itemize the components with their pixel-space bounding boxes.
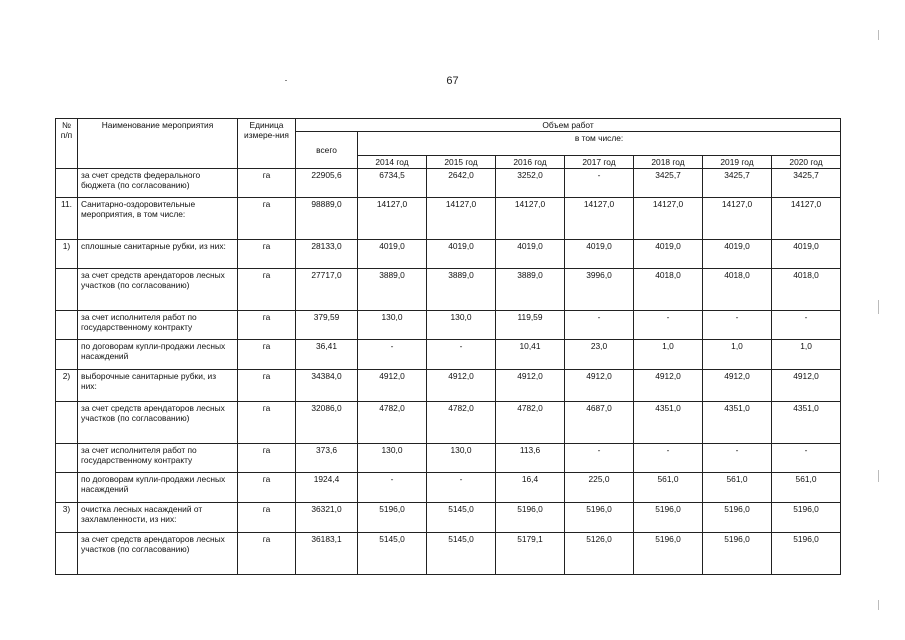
row-number [56, 533, 78, 575]
row-year-value: 16,4 [496, 473, 565, 503]
header-year: 2015 год [427, 156, 496, 169]
row-year-value: - [427, 473, 496, 503]
table-row [56, 269, 841, 311]
row-total: 1924,4 [296, 473, 358, 503]
row-year-value: 4912,0 [772, 370, 841, 402]
row-year-value: 561,0 [703, 473, 772, 503]
row-year-value: - [772, 444, 841, 473]
row-unit: га [238, 444, 296, 473]
header-volume: Объем работ [296, 119, 841, 132]
row-year-value: - [565, 311, 634, 340]
row-name: очистка лесных насаждений от захламленности, из них: [78, 503, 238, 533]
row-total: 98889,0 [296, 198, 358, 240]
row-year-value: 4782,0 [496, 402, 565, 444]
row-number: 11. [56, 198, 78, 240]
row-year-value: 5145,0 [358, 533, 427, 575]
row-year-value: 5126,0 [565, 533, 634, 575]
row-year-value: 4019,0 [703, 240, 772, 269]
row-year-value: 3425,7 [634, 169, 703, 198]
row-year-value: 5196,0 [703, 503, 772, 533]
row-year-value: 113,6 [496, 444, 565, 473]
table-row [56, 311, 841, 340]
table-row [56, 473, 841, 503]
row-year-value: 4019,0 [565, 240, 634, 269]
row-total: 32086,0 [296, 402, 358, 444]
row-year-value: 4018,0 [634, 269, 703, 311]
row-name: выборочные санитарные рубки, из них: [78, 370, 238, 402]
row-total: 36183,1 [296, 533, 358, 575]
row-unit: га [238, 198, 296, 240]
scan-speck [285, 80, 287, 81]
row-name: за счет средств федерального бюджета (по согласованию) [78, 169, 238, 198]
row-number [56, 444, 78, 473]
row-year-value: 14127,0 [358, 198, 427, 240]
row-year-value: 4351,0 [772, 402, 841, 444]
row-number [56, 169, 78, 198]
row-unit: га [238, 370, 296, 402]
table-row [56, 169, 841, 198]
row-name: Санитарно-оздоровительные мероприятия, в том числе: [78, 198, 238, 240]
row-year-value: 4351,0 [634, 402, 703, 444]
row-unit: га [238, 169, 296, 198]
row-year-value: 4019,0 [496, 240, 565, 269]
row-name: за счет средств арендаторов лесных участков (по согласованию) [78, 402, 238, 444]
header-including: в том числе: [358, 132, 841, 156]
table-row [56, 240, 841, 269]
row-number [56, 473, 78, 503]
row-year-value: 10,41 [496, 340, 565, 370]
row-year-value: 4687,0 [565, 402, 634, 444]
row-name: за счет исполнителя работ по государственному контракту [78, 311, 238, 340]
row-year-value: 14127,0 [703, 198, 772, 240]
row-year-value: 4018,0 [772, 269, 841, 311]
header-year: 2018 год [634, 156, 703, 169]
table-row [56, 444, 841, 473]
row-year-value: - [427, 340, 496, 370]
header-name: Наименование мероприятия [78, 119, 238, 169]
row-year-value: - [634, 444, 703, 473]
row-year-value: 14127,0 [427, 198, 496, 240]
scan-edge-mark [878, 300, 879, 314]
row-year-value: 119,59 [496, 311, 565, 340]
row-year-value: 14127,0 [634, 198, 703, 240]
scan-edge-mark [878, 30, 879, 40]
row-year-value: 1,0 [703, 340, 772, 370]
row-year-value: 5196,0 [772, 503, 841, 533]
row-year-value: 3996,0 [565, 269, 634, 311]
row-year-value: 3425,7 [772, 169, 841, 198]
row-year-value: 4019,0 [634, 240, 703, 269]
row-name: за счет средств арендаторов лесных участков (по согласованию) [78, 269, 238, 311]
row-year-value: 5179,1 [496, 533, 565, 575]
row-name: по договорам купли-продажи лесных насаждений [78, 473, 238, 503]
scan-edge-mark [878, 600, 879, 610]
work-volume-table [55, 118, 841, 575]
row-year-value: 4912,0 [703, 370, 772, 402]
row-unit: га [238, 269, 296, 311]
row-year-value: 4782,0 [427, 402, 496, 444]
row-total: 36,41 [296, 340, 358, 370]
row-year-value: 1,0 [772, 340, 841, 370]
row-year-value: 14127,0 [496, 198, 565, 240]
table-row [56, 402, 841, 444]
header-total: всего [296, 132, 358, 169]
row-year-value: 14127,0 [772, 198, 841, 240]
row-total: 373,6 [296, 444, 358, 473]
row-number: 3) [56, 503, 78, 533]
header-year: 2014 год [358, 156, 427, 169]
row-year-value: 4912,0 [496, 370, 565, 402]
row-year-value: - [565, 169, 634, 198]
row-year-value: 4019,0 [427, 240, 496, 269]
row-year-value: 4782,0 [358, 402, 427, 444]
row-number [56, 311, 78, 340]
header-num: № п/п [56, 119, 78, 169]
row-total: 28133,0 [296, 240, 358, 269]
row-year-value: 130,0 [427, 311, 496, 340]
row-year-value: 5145,0 [427, 503, 496, 533]
row-name: сплошные санитарные рубки, из них: [78, 240, 238, 269]
row-year-value: 2642,0 [427, 169, 496, 198]
row-unit: га [238, 402, 296, 444]
row-total: 27717,0 [296, 269, 358, 311]
row-year-value: 3889,0 [427, 269, 496, 311]
row-year-value: 3425,7 [703, 169, 772, 198]
row-unit: га [238, 240, 296, 269]
header-year: 2016 год [496, 156, 565, 169]
scan-edge-mark [878, 470, 879, 482]
row-year-value: 225,0 [565, 473, 634, 503]
table-row [56, 370, 841, 402]
row-year-value: 561,0 [772, 473, 841, 503]
row-name: по договорам купли-продажи лесных насаждений [78, 340, 238, 370]
row-year-value: - [358, 340, 427, 370]
table-row [56, 340, 841, 370]
row-year-value: - [703, 311, 772, 340]
header-unit: Единица измере-ния [238, 119, 296, 169]
row-unit: га [238, 473, 296, 503]
row-year-value: - [565, 444, 634, 473]
row-year-value: 6734,5 [358, 169, 427, 198]
table-row [56, 198, 841, 240]
row-year-value: 561,0 [634, 473, 703, 503]
row-year-value: 4018,0 [703, 269, 772, 311]
row-number [56, 402, 78, 444]
row-year-value: 5196,0 [565, 503, 634, 533]
row-number: 2) [56, 370, 78, 402]
row-number: 1) [56, 240, 78, 269]
row-year-value: 23,0 [565, 340, 634, 370]
row-year-value: 4351,0 [703, 402, 772, 444]
row-year-value: 130,0 [358, 311, 427, 340]
row-name: за счет средств арендаторов лесных участков (по согласованию) [78, 533, 238, 575]
row-year-value: 5196,0 [496, 503, 565, 533]
row-total: 379,59 [296, 311, 358, 340]
row-year-value: 3252,0 [496, 169, 565, 198]
row-year-value: 4019,0 [772, 240, 841, 269]
table-row [56, 533, 841, 575]
row-year-value: 130,0 [427, 444, 496, 473]
row-year-value: - [634, 311, 703, 340]
row-total: 36321,0 [296, 503, 358, 533]
row-unit: га [238, 533, 296, 575]
row-year-value: 5196,0 [634, 533, 703, 575]
row-year-value: 4019,0 [358, 240, 427, 269]
row-year-value: 3889,0 [358, 269, 427, 311]
row-name: за счет исполнителя работ по государственному контракту [78, 444, 238, 473]
row-year-value: 5196,0 [634, 503, 703, 533]
row-total: 22905,6 [296, 169, 358, 198]
row-year-value: 5196,0 [772, 533, 841, 575]
header-year: 2020 год [772, 156, 841, 169]
row-year-value: - [703, 444, 772, 473]
row-year-value: 14127,0 [565, 198, 634, 240]
row-number [56, 269, 78, 311]
header-year: 2017 год [565, 156, 634, 169]
row-year-value: - [358, 473, 427, 503]
row-year-value: 5196,0 [358, 503, 427, 533]
row-year-value: 1,0 [634, 340, 703, 370]
row-year-value: 3889,0 [496, 269, 565, 311]
row-unit: га [238, 340, 296, 370]
header-year: 2019 год [703, 156, 772, 169]
row-year-value: 130,0 [358, 444, 427, 473]
row-year-value: 5196,0 [703, 533, 772, 575]
row-year-value: 4912,0 [634, 370, 703, 402]
row-year-value: 4912,0 [358, 370, 427, 402]
table-row [56, 503, 841, 533]
row-year-value: 4912,0 [427, 370, 496, 402]
page-number: 67 [446, 75, 459, 87]
row-unit: га [238, 503, 296, 533]
row-year-value: 5145,0 [427, 533, 496, 575]
row-year-value: 4912,0 [565, 370, 634, 402]
row-unit: га [238, 311, 296, 340]
row-number [56, 340, 78, 370]
row-total: 34384,0 [296, 370, 358, 402]
row-year-value: - [772, 311, 841, 340]
